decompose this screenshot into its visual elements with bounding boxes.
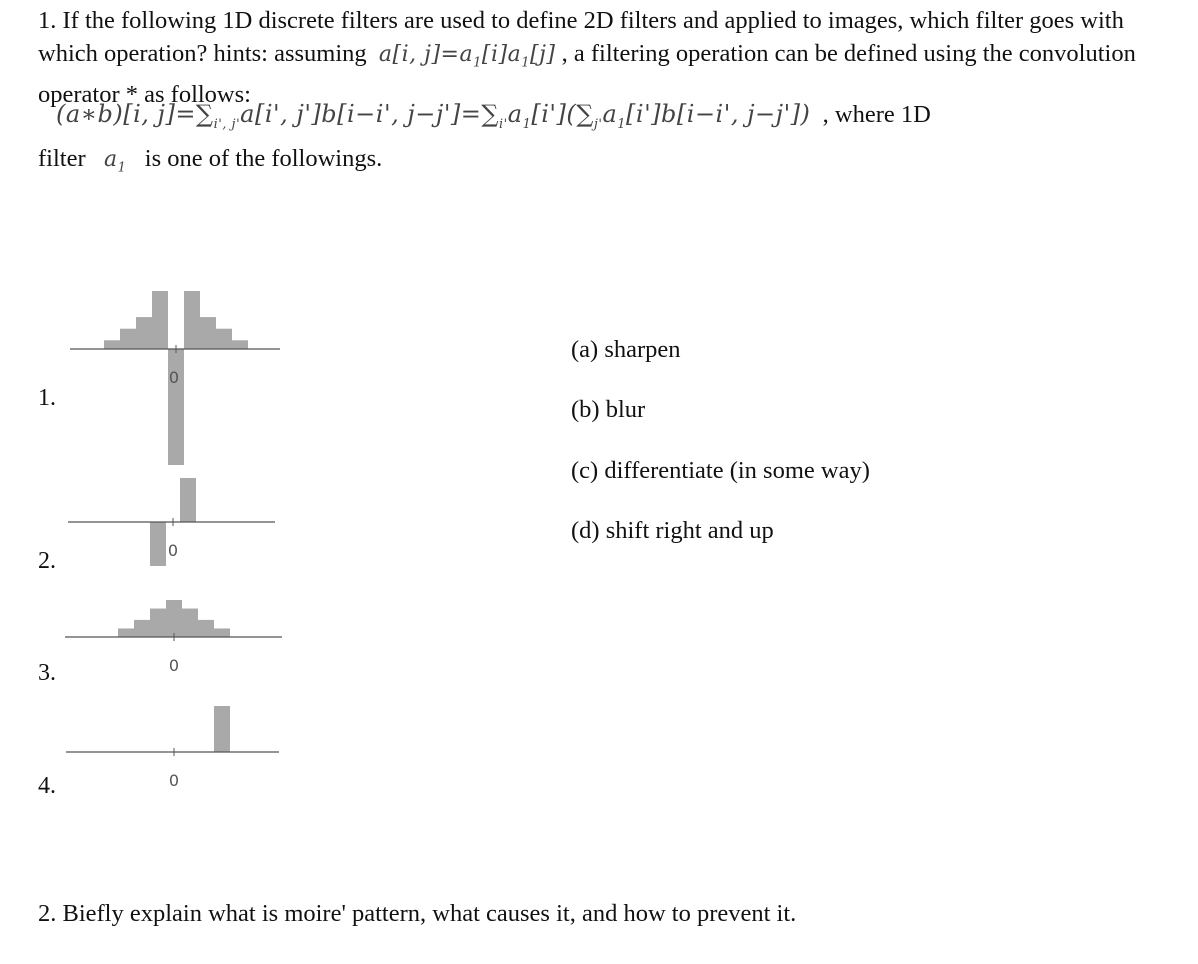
filter-1-bar (168, 349, 184, 465)
filter-4-bar (214, 706, 230, 752)
filter-2-bar (180, 478, 196, 522)
filter-3-bar (118, 628, 134, 637)
filter-4-zero-label: 0 (168, 771, 180, 790)
filter-3-bar (214, 628, 230, 637)
where-text: , where 1D (822, 101, 931, 128)
filter-2-label: 2. (38, 548, 56, 574)
convolution-equation: (a∗b)[i, $j]=\sum_{i', j'}a[i'$, j']b[i−i', $j-j']=\sum_{i'}a_1[i'](\sum_{j'}a_1[i']b[i-i'$, j−j']) , where 1D (56, 100, 931, 132)
filter-1-bar (184, 291, 200, 349)
question-1-part2: , a filtering operation can be defined using the convolution operator * as follows: (38, 39, 1136, 109)
filter-1-label: 1. (38, 385, 56, 411)
filter-plot-3 (65, 600, 282, 675)
filter-1-bar (120, 329, 136, 349)
filter-1-bar (200, 317, 216, 349)
option-blur: (b) blur (571, 396, 646, 423)
filter-1-bar (136, 317, 152, 349)
assumption-formula: a[i, $j]=a_1[i]a_1[j]$ (378, 41, 556, 70)
filter-definition: filter $a_1$ is one of the followings. (38, 145, 383, 176)
option-sharpen: (a) sharpen (571, 336, 681, 363)
option-shift: (d) shift right and up (571, 517, 774, 544)
filter-3-bar (134, 620, 150, 637)
filter-2-zero-label: 0 (167, 541, 179, 560)
filter-1-bar (232, 340, 248, 349)
question-2-text: 2. Biefly explain what is moire' pattern, what causes it, and how to prevent it. (38, 900, 797, 927)
filter-2-bar (150, 522, 166, 566)
filter-3-bar (150, 609, 166, 637)
filter-plot-4 (66, 706, 279, 790)
filter-3-bar (182, 609, 198, 637)
filter-3-zero-label: 0 (168, 656, 180, 675)
filter-1-bar (216, 329, 232, 349)
filter-3-label: 3. (38, 660, 56, 686)
question-1-part1: 1. If the following 1D discrete filters are used to define 2D filters and applied to images, which filter goes with which operation? hints: assuming (38, 7, 1124, 67)
filter-1-zero-label: 0 (168, 368, 180, 387)
option-differentiate: (c) differentiate (in some way) (571, 457, 870, 484)
filter-1-bar (152, 291, 168, 349)
filter-3-bar (166, 600, 182, 637)
filter-1-bar (104, 340, 120, 349)
filter-4-label: 4. (38, 773, 56, 799)
filter-plot-1 (70, 291, 280, 465)
filter-plot-2 (68, 478, 275, 566)
filter-3-bar (198, 620, 214, 637)
